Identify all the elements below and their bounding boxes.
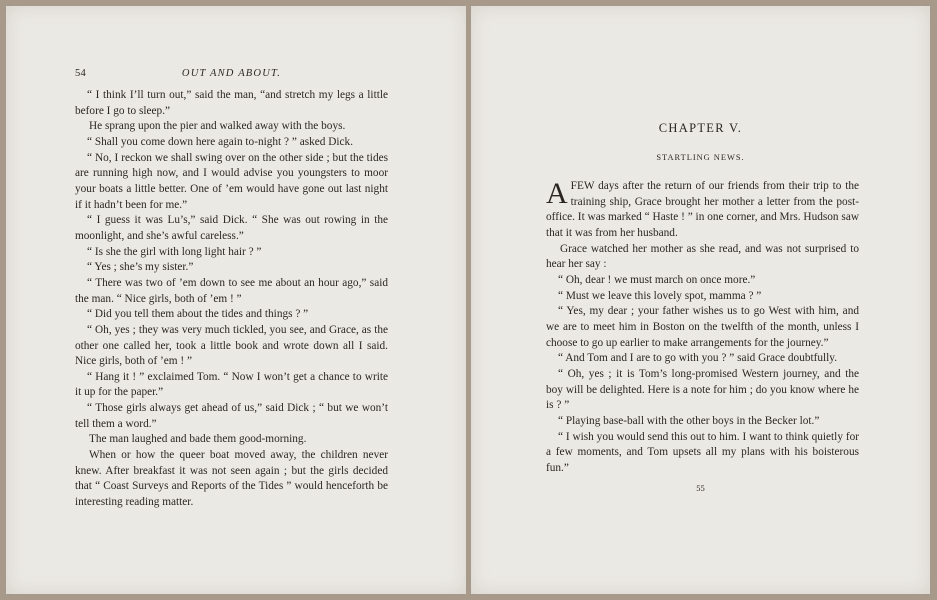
left-page-number: 54 (75, 68, 87, 79)
paragraph: “ No, I reckon we shall swing over on the other side ; but the tides are running high now, and I would advise you youngsters to moor your boats a little better. One of ’em would have gone out last night if it hadn’t been for me.” (75, 151, 388, 211)
running-head: OUT AND ABOUT. (181, 68, 282, 79)
paragraph: “ Did you tell them about the tides and things ? ” (87, 308, 309, 321)
paragraph: “ Those girls always get ahead of us,” said Dick ; “ but we won’t tell them a word.” (75, 402, 388, 430)
chapter-subtitle: STARTLING NEWS. (656, 153, 745, 162)
first-paragraph (546, 179, 859, 242)
right-page-body (546, 179, 859, 476)
paragraph: “ Hang it ! ” exclaimed Tom. “ Now I won’t get a chance to write it up for the paper.” (75, 370, 388, 399)
paragraph: “ I guess it was Lu’s,” said Dick. “ She was out rowing in the moonlight, and she’s awful careless.” (75, 214, 388, 242)
paragraph: “ Oh, yes ; it is Tom’s long-promised Western journey, and the boy will be delighted. Here is a note for him ; do you know where he is ? ” (546, 367, 859, 412)
first-paragraph-text: FEW days after the return of our friends from their trip to the training ship, Grace brought her mother a letter from the post-office. It was marked “ Haste ! ” in one corner, and Mrs. Hudson saw that it was from her husband. (546, 180, 859, 239)
paragraph: “ Shall you come down here again to-night ? ” asked Dick. (87, 135, 354, 148)
paragraph: “ Must we leave this lovely spot, mamma ? ” (558, 289, 762, 302)
paragraph: “ And Tom and I are to go with you ? ” said Grace doubtfully. (558, 352, 838, 365)
paragraph: “ Yes ; she’s my sister.” (87, 261, 194, 274)
paragraph: “ Oh, yes ; they was very much tickled, you see, and Grace, as the other one called her, took a little book and wrote down all I said. Nice girls, both of ’em ! ” (75, 323, 388, 368)
paragraph: “ I think I’ll turn out,” said the man, “and stretch my legs a little before I go to sleep.” (75, 89, 388, 117)
right-page-number: 55 (696, 483, 705, 493)
paragraph: “ Oh, dear ! we must march on once more.” (558, 273, 756, 286)
paragraph: He sprang upon the pier and walked away with the boys. (89, 120, 346, 133)
paragraph: “ Yes, my dear ; your father wishes us to go West with him, and we are to meet him in Boston on the twelfth of the month, unless I choose to go up earlier to make arrangements for the journey.” (546, 305, 859, 349)
paragraph: “ Is she the girl with long light hair ? ” (87, 245, 262, 258)
paragraph: “ Playing base-ball with the other boys in the Becker lot.” (558, 414, 820, 427)
paragraph: The man laughed and bade them good-morning. (89, 433, 307, 446)
left-page-body (75, 88, 388, 511)
paragraph: “ There was two of ’em down to see me about an hour ago,” said the man. “ Nice girls, both of ’em ! ” (75, 276, 388, 305)
paragraph: “ I wish you would send this out to him. I want to think quietly for a few moments, and Tom upsets all my plans with his boisterous fun.” (546, 430, 859, 474)
chapter-title: CHAPTER V. (658, 121, 743, 135)
paragraph: When or how the queer boat moved away, the children never knew. After breakfast it was not seen again ; but the girls decided that “ Coast Surveys and Reports of the Tides ” would henceforth be interesting reading matter. (75, 449, 388, 509)
drop-cap: A (546, 177, 568, 210)
paragraph: Grace watched her mother as she read, and was not surprised to hear her say : (546, 242, 859, 271)
